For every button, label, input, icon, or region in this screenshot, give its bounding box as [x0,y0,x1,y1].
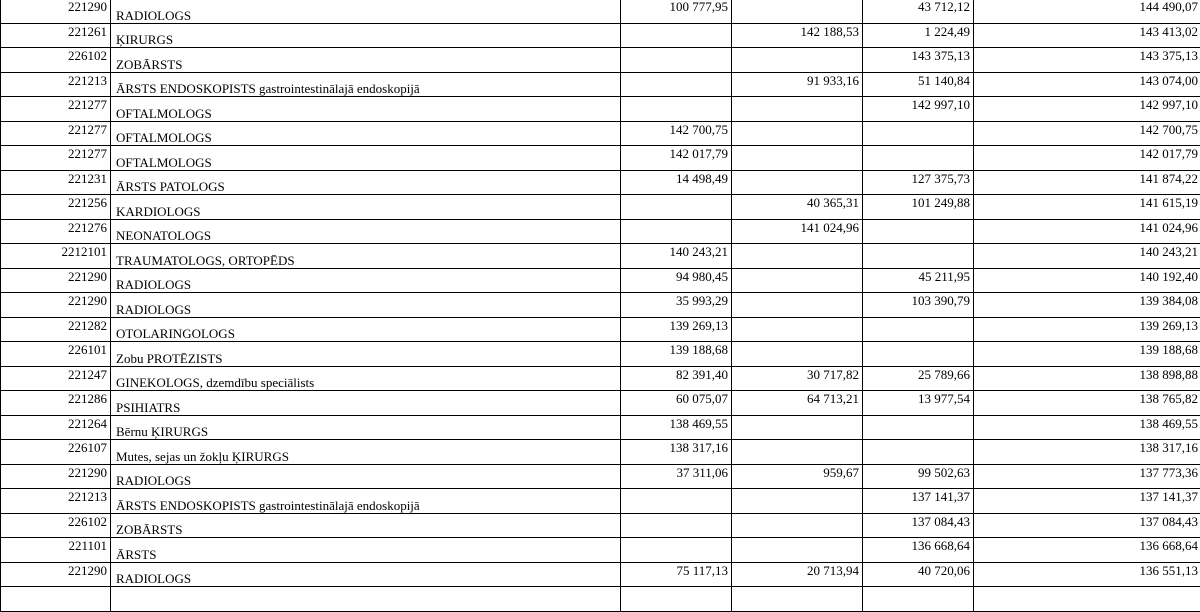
table-row [1,317,1200,342]
amount-1-cell: 100 777,95 [621,0,732,23]
occupation-code-cell: 221290 [1,562,111,587]
amount-2-cell: 30 717,82 [732,366,863,391]
occupation-code-cell: 221213 [1,72,111,97]
occupation-code-cell [1,587,111,612]
total-amount-cell [974,587,1200,612]
amount-2-cell [732,48,863,73]
occupation-code-cell: 221231 [1,170,111,195]
table-row [1,489,1200,514]
table-row [1,195,1200,220]
amount-1-cell: 37 311,06 [621,464,732,489]
table-row [1,244,1200,269]
table-row [1,513,1200,538]
occupation-code-cell: 221276 [1,219,111,244]
amount-3-cell: 45 211,95 [863,268,974,293]
amount-2-cell: 20 713,94 [732,562,863,587]
occupation-name-cell [111,587,621,612]
amount-1-cell: 60 075,07 [621,391,732,416]
amount-2-cell [732,146,863,171]
amount-1-cell: 139 269,13 [621,317,732,342]
occupation-name-cell: ĀRSTS ENDOSKOPISTS gastrointestinālajā endoskopijā [111,72,621,97]
amount-1-cell [621,48,732,73]
amount-3-cell: 136 668,64 [863,538,974,563]
table-row [1,0,1200,23]
amount-3-cell [863,317,974,342]
total-amount-cell: 139 188,68 [974,342,1200,367]
table-row [1,391,1200,416]
amount-2-cell: 40 365,31 [732,195,863,220]
occupation-code-cell: 221282 [1,317,111,342]
amount-2-cell [732,415,863,440]
amount-3-cell: 137 084,43 [863,513,974,538]
occupation-code-cell: 221264 [1,415,111,440]
amount-1-cell: 35 993,29 [621,293,732,318]
table-row [1,440,1200,465]
amount-3-cell [863,146,974,171]
total-amount-cell: 138 898,88 [974,366,1200,391]
occupation-name-cell: ZOBĀRSTS [111,513,621,538]
amount-3-cell: 137 141,37 [863,489,974,514]
table-row [1,170,1200,195]
amount-1-cell [621,219,732,244]
total-amount-cell: 143 074,00 [974,72,1200,97]
amount-3-cell: 13 977,54 [863,391,974,416]
amount-1-cell [621,587,732,612]
table-row [1,146,1200,171]
total-amount-cell: 143 375,13 [974,48,1200,73]
amount-3-cell: 143 375,13 [863,48,974,73]
amount-1-cell [621,72,732,97]
total-amount-cell: 136 551,13 [974,562,1200,587]
total-amount-cell: 139 269,13 [974,317,1200,342]
total-amount-cell: 138 765,82 [974,391,1200,416]
occupation-name-cell: OFTALMOLOGS [111,121,621,146]
total-amount-cell: 144 490,07 [974,0,1200,23]
amount-1-cell [621,489,732,514]
amount-3-cell: 1 224,49 [863,23,974,48]
occupation-code-cell: 221286 [1,391,111,416]
total-amount-cell: 141 024,96 [974,219,1200,244]
occupation-name-cell: Mutes, sejas un žokļu ĶIRURGS [111,440,621,465]
amount-2-cell: 959,67 [732,464,863,489]
table-row [1,121,1200,146]
occupation-code-cell: 221277 [1,97,111,122]
table-row [1,342,1200,367]
amount-1-cell: 142 017,79 [621,146,732,171]
amount-1-cell [621,538,732,563]
occupation-code-cell: 221290 [1,268,111,293]
table-row [1,464,1200,489]
occupation-name-cell: RADIOLOGS [111,268,621,293]
amount-2-cell [732,538,863,563]
table-row [1,97,1200,122]
amount-1-cell: 82 391,40 [621,366,732,391]
occupation-name-cell: OFTALMOLOGS [111,146,621,171]
occupation-name-cell: NEONATOLOGS [111,219,621,244]
amount-3-cell: 127 375,73 [863,170,974,195]
amount-2-cell [732,293,863,318]
amount-3-cell [863,219,974,244]
amount-3-cell [863,587,974,612]
occupation-name-cell: RADIOLOGS [111,562,621,587]
occupation-name-cell: Zobu PROTĒZISTS [111,342,621,367]
amount-1-cell: 14 498,49 [621,170,732,195]
amount-1-cell [621,23,732,48]
occupation-code-cell: 226107 [1,440,111,465]
table-row [1,268,1200,293]
amount-2-cell [732,170,863,195]
table-row [1,538,1200,563]
amount-3-cell [863,342,974,367]
amount-3-cell: 103 390,79 [863,293,974,318]
amount-2-cell: 142 188,53 [732,23,863,48]
occupation-name-cell: KARDIOLOGS [111,195,621,220]
total-amount-cell: 138 469,55 [974,415,1200,440]
amount-3-cell [863,121,974,146]
amount-1-cell: 140 243,21 [621,244,732,269]
occupation-name-cell: RADIOLOGS [111,0,621,23]
table-row [1,415,1200,440]
amount-3-cell: 99 502,63 [863,464,974,489]
table-body [1,0,1200,611]
amount-2-cell [732,440,863,465]
amount-3-cell: 101 249,88 [863,195,974,220]
amount-2-cell [732,121,863,146]
total-amount-cell: 140 243,21 [974,244,1200,269]
total-amount-cell: 143 413,02 [974,23,1200,48]
occupation-code-cell: 226102 [1,513,111,538]
occupation-name-cell: RADIOLOGS [111,293,621,318]
occupation-code-cell: 221277 [1,146,111,171]
occupation-name-cell: PSIHIATRS [111,391,621,416]
total-amount-cell: 141 874,22 [974,170,1200,195]
occupation-code-cell: 221290 [1,0,111,23]
table-row [1,587,1200,612]
occupation-name-cell: ĀRSTS ENDOSKOPISTS gastrointestinālajā endoskopijā [111,489,621,514]
amount-1-cell [621,513,732,538]
amount-3-cell: 25 789,66 [863,366,974,391]
amount-1-cell [621,195,732,220]
table-row [1,23,1200,48]
amount-2-cell [732,97,863,122]
occupation-code-cell: 2212101 [1,244,111,269]
amount-1-cell: 75 117,13 [621,562,732,587]
amount-3-cell: 142 997,10 [863,97,974,122]
total-amount-cell: 137 084,43 [974,513,1200,538]
amount-2-cell [732,268,863,293]
occupation-name-cell: ĀRSTS [111,538,621,563]
occupation-code-cell: 221277 [1,121,111,146]
table-row [1,48,1200,73]
occupation-name-cell: RADIOLOGS [111,464,621,489]
occupation-name-cell: OTOLARINGOLOGS [111,317,621,342]
occupation-name-cell: GINEKOLOGS, dzemdību speciālists [111,366,621,391]
table-row [1,366,1200,391]
amount-1-cell [621,97,732,122]
amount-3-cell: 51 140,84 [863,72,974,97]
occupation-code-cell: 221213 [1,489,111,514]
amount-2-cell [732,489,863,514]
table-row [1,219,1200,244]
total-amount-cell: 140 192,40 [974,268,1200,293]
total-amount-cell: 141 615,19 [974,195,1200,220]
amount-1-cell: 94 980,45 [621,268,732,293]
occupation-code-cell: 221247 [1,366,111,391]
amount-3-cell: 43 712,12 [863,0,974,23]
amount-2-cell [732,0,863,23]
occupation-code-cell: 226102 [1,48,111,73]
total-amount-cell: 142 017,79 [974,146,1200,171]
total-amount-cell: 138 317,16 [974,440,1200,465]
amount-1-cell: 139 188,68 [621,342,732,367]
amount-3-cell [863,415,974,440]
occupation-code-cell: 221256 [1,195,111,220]
amount-2-cell: 91 933,16 [732,72,863,97]
occupation-code-cell: 226101 [1,342,111,367]
occupation-name-cell: ĶIRURGS [111,23,621,48]
amount-2-cell: 141 024,96 [732,219,863,244]
amount-1-cell: 138 469,55 [621,415,732,440]
total-amount-cell: 137 141,37 [974,489,1200,514]
amount-2-cell [732,342,863,367]
occupation-code-cell: 221290 [1,293,111,318]
occupation-name-cell: TRAUMATOLOGS, ORTOPĒDS [111,244,621,269]
table-row [1,72,1200,97]
amount-3-cell: 40 720,06 [863,562,974,587]
amount-1-cell: 138 317,16 [621,440,732,465]
occupation-name-cell: Bērnu ĶIRURGS [111,415,621,440]
total-amount-cell: 142 700,75 [974,121,1200,146]
amount-2-cell [732,244,863,269]
amount-2-cell [732,587,863,612]
occupation-code-cell: 221101 [1,538,111,563]
occupation-name-cell: ĀRSTS PATOLOGS [111,170,621,195]
total-amount-cell: 142 997,10 [974,97,1200,122]
amount-2-cell [732,513,863,538]
total-amount-cell: 139 384,08 [974,293,1200,318]
amount-3-cell [863,440,974,465]
occupation-code-cell: 221290 [1,464,111,489]
total-amount-cell: 137 773,36 [974,464,1200,489]
amount-1-cell: 142 700,75 [621,121,732,146]
total-amount-cell: 136 668,64 [974,538,1200,563]
amount-2-cell: 64 713,21 [732,391,863,416]
occupation-code-cell: 221261 [1,23,111,48]
occupation-name-cell: ZOBĀRSTS [111,48,621,73]
amount-2-cell [732,317,863,342]
table-row [1,293,1200,318]
occupation-name-cell: OFTALMOLOGS [111,97,621,122]
amount-3-cell [863,244,974,269]
